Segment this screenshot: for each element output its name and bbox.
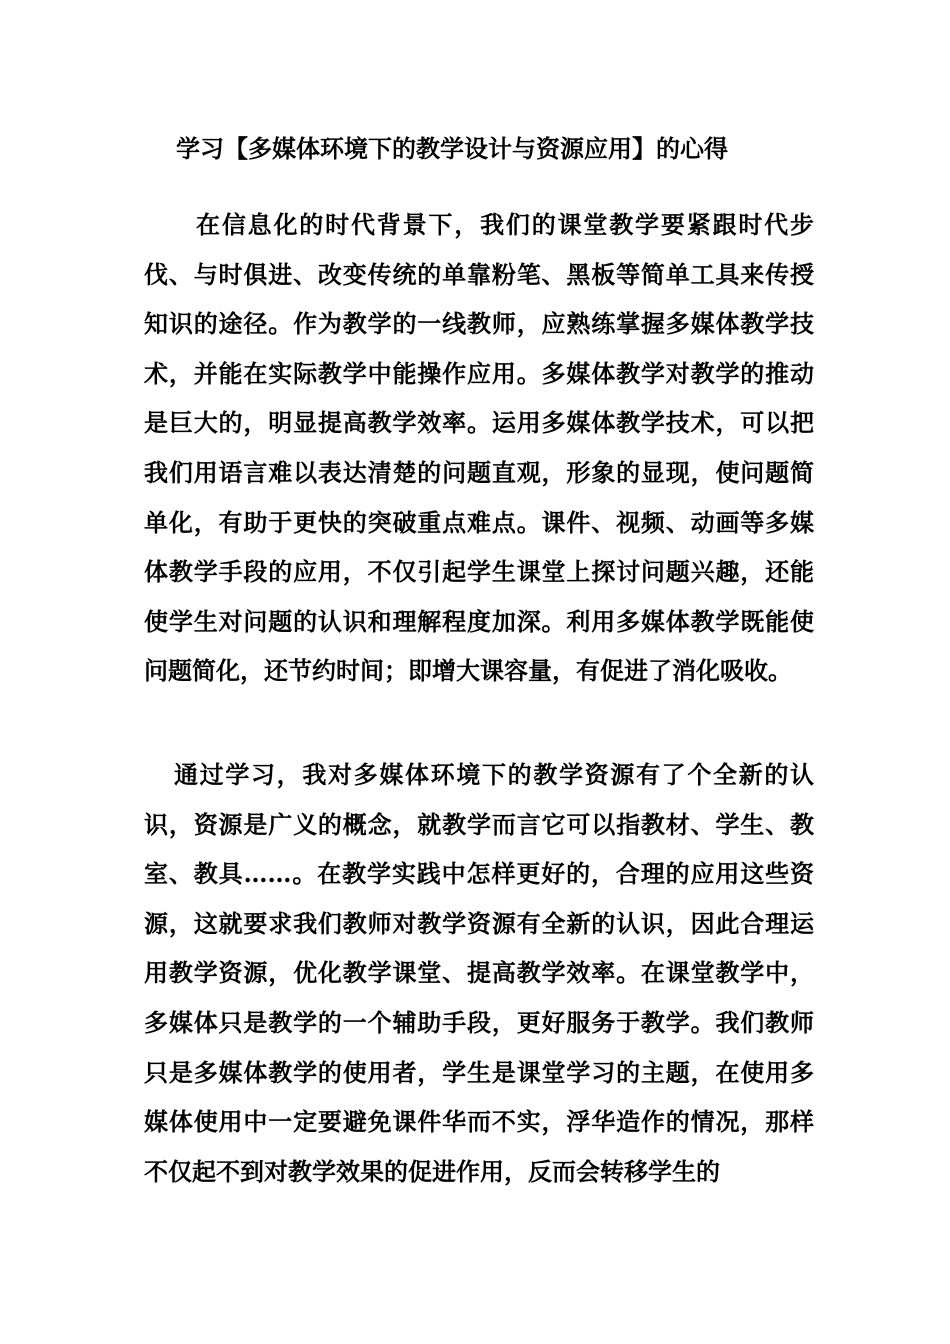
paragraph-1: 在信息化的时代背景下，我们的课堂教学要紧跟时代步伐、与时俱进、改变传统的单靠粉笔、黑板等简单工具来传授知识的途径。作为教学的一线教师，应熟练掌握多媒体教学技术，并能在实际教学中能操作应用。多媒体教学对教学的推动是巨大的，明显提高教学效率。运用多媒体教学技术，可以把我们用语言难以表达清楚的问题直观，形象的显现，使问题简单化，有助于更快的突破重点难点。课件、视频、动画等多媒体教学手段的应用，不仅引起学生课堂上探讨问题兴趣，还能使学生对问题的认识和理解程度加深。利用多媒体教学既能使问题简化，还节约时间；即增大课容量，有促进了消化吸收。 xyxy=(144,210,814,686)
document-title: 学习【多媒体环境下的教学设计与资源应用】的心得 xyxy=(176,134,728,163)
paragraph-2: 通过学习，我对多媒体环境下的教学资源有了个全新的认识，资源是广义的概念，就教学而言它可以指教材、学生、教室、教具……。在教学实践中怎样更好的，合理的应用这些资源，这就要求我们教师对教学资源有全新的认识，因此合理运用教学资源，优化教学课堂、提高教学效率。在课堂教学中，多媒体只是教学的一个辅助手段，更好服务于教学。我们教师只是多媒体教学的使用者，学生是课堂学习的主题，在使用多媒体使用中一定要避免课件华而不实，浮华造作的情况，那样不仅起不到对教学效果的促进作用，反而会转移学生的 xyxy=(144,760,814,1186)
